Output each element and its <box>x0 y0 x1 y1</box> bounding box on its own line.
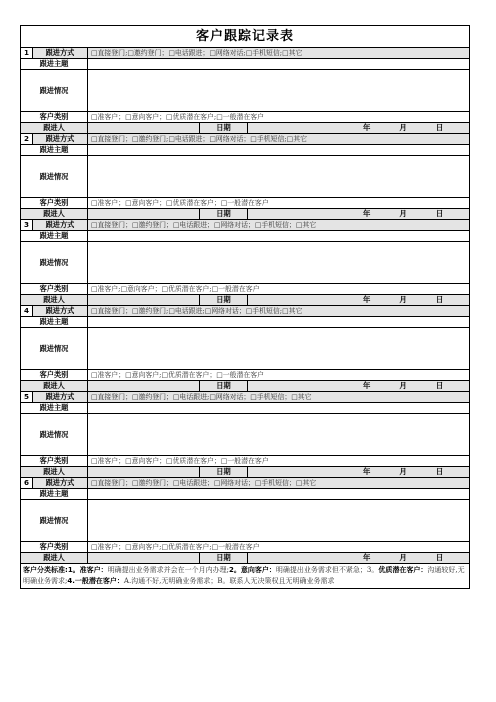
record-number: 4 <box>21 306 33 317</box>
category-label: 客户类别 <box>21 542 88 553</box>
date-field[interactable] <box>248 209 470 220</box>
topic-row <box>21 59 470 70</box>
person-field[interactable] <box>88 467 200 478</box>
term-general-potential: 4.一般潜在客户： <box>67 577 124 585</box>
topic-label: 跟进主题 <box>21 317 88 328</box>
method-label: 跟进方式 <box>33 478 88 489</box>
month-label: 月 <box>399 381 407 391</box>
date-field[interactable] <box>248 467 470 478</box>
category-options[interactable]: □准客户；□意向客户;□优质潜在客户；□一般潜在客户 <box>88 370 470 381</box>
method-row <box>21 392 470 403</box>
day-label: 日 <box>435 381 444 391</box>
situation-row <box>21 500 470 542</box>
desc-intent: 明确提出业务需求但不紧急；3。 <box>275 566 379 574</box>
topic-field[interactable] <box>88 231 470 242</box>
category-label: 客户类别 <box>21 198 88 209</box>
record-number: 3 <box>21 220 33 231</box>
category-row <box>21 284 470 295</box>
method-options[interactable]: □直接登门；□邀约登门;□电话跟进；□网络对话；□手机短信;□其它 <box>88 134 470 145</box>
method-row <box>21 220 470 231</box>
date-label: 日期 <box>200 123 248 134</box>
person-date-row <box>21 381 470 392</box>
topic-label: 跟进主题 <box>21 59 88 70</box>
date-label: 日期 <box>200 295 248 306</box>
situation-field[interactable] <box>88 500 470 542</box>
desc-prospect: 明确提出业务需求并会在一个月内办理; <box>107 566 230 574</box>
method-options[interactable]: □直接登门;□邀约登门；□电话跟进；□网络对话;□手机短信;□其它 <box>88 48 470 59</box>
topic-field[interactable] <box>88 489 470 500</box>
person-field[interactable] <box>88 123 200 134</box>
topic-label: 跟进主题 <box>21 489 88 500</box>
category-row <box>21 370 470 381</box>
day-label: 日 <box>435 553 444 563</box>
topic-field[interactable] <box>88 317 470 328</box>
year-label: 年 <box>363 295 371 305</box>
topic-row <box>21 145 470 156</box>
method-row <box>21 134 470 145</box>
category-label: 客户类别 <box>21 456 88 467</box>
title-row <box>21 26 470 48</box>
person-date-row <box>21 209 470 220</box>
person-field[interactable] <box>88 209 200 220</box>
category-row <box>21 198 470 209</box>
situation-field[interactable] <box>88 414 470 456</box>
situation-label: 跟进情况 <box>21 500 88 542</box>
page-title: 客户跟踪记录表 <box>21 26 470 48</box>
person-date-row <box>21 295 470 306</box>
method-options[interactable]: □直接登门；□邀约登门；□电话跟进;□网络对话；□手机短信；□其它 <box>88 392 470 403</box>
method-options[interactable]: □直接登门；□邀约登门;□电话跟进;□网络对话；□手机短信;□其它 <box>88 306 470 317</box>
desc-general-potential: A.沟通不好,无明确业务需求；B。联系人无决策权且无明确业务需求 <box>123 577 335 585</box>
topic-field[interactable] <box>88 59 470 70</box>
situation-field[interactable] <box>88 328 470 370</box>
person-date-row <box>21 123 470 134</box>
tracking-table <box>20 25 470 589</box>
footer-lead: 客户分类标准: <box>23 566 68 574</box>
category-row <box>21 456 470 467</box>
person-date-row <box>21 467 470 478</box>
category-label: 客户类别 <box>21 284 88 295</box>
month-label: 月 <box>399 295 407 305</box>
month-label: 月 <box>399 209 407 219</box>
person-label: 跟进人 <box>21 209 88 220</box>
situation-label: 跟进情况 <box>21 156 88 198</box>
day-label: 日 <box>435 467 444 477</box>
month-label: 月 <box>399 553 407 563</box>
date-label: 日期 <box>200 381 248 392</box>
date-field[interactable] <box>248 123 470 134</box>
person-label: 跟进人 <box>21 381 88 392</box>
category-label: 客户类别 <box>21 112 88 123</box>
topic-label: 跟进主题 <box>21 231 88 242</box>
term-prospect: 1。准客户： <box>67 566 108 574</box>
method-label: 跟进方式 <box>33 392 88 403</box>
situation-label: 跟进情况 <box>21 242 88 284</box>
year-label: 年 <box>363 123 371 133</box>
person-label: 跟进人 <box>21 295 88 306</box>
record-number: 6 <box>21 478 33 489</box>
method-options[interactable]: □直接登门；□邀约登门；□电话跟进；□网络对话；□手机短信；□其它 <box>88 220 470 231</box>
category-options[interactable]: □准客户;□意向客户；□优质潜在客户;□一般潜在客户 <box>88 284 470 295</box>
day-label: 日 <box>435 209 444 219</box>
date-label: 日期 <box>200 553 248 564</box>
category-options[interactable]: □准客户；□意向客户；□优质潜在客户；□一般潜在客户 <box>88 198 470 209</box>
topic-field[interactable] <box>88 145 470 156</box>
method-options[interactable]: □直接登门；□邀约登门；□电话跟进；□网络对话；□手机短信；□其它 <box>88 478 470 489</box>
date-label: 日期 <box>200 467 248 478</box>
month-label: 月 <box>399 467 407 477</box>
person-label: 跟进人 <box>21 467 88 478</box>
topic-row <box>21 231 470 242</box>
year-label: 年 <box>363 381 371 391</box>
category-row <box>21 112 470 123</box>
term-intent: 2。意向客户： <box>229 566 276 574</box>
situation-label: 跟进情况 <box>21 414 88 456</box>
footer-row <box>21 564 470 589</box>
day-label: 日 <box>435 123 444 133</box>
category-options[interactable]: □准客户；□意向客户；□优质潜在客户;□一般潜在客户 <box>88 112 470 123</box>
situation-row <box>21 414 470 456</box>
method-row <box>21 48 470 59</box>
method-row <box>21 478 470 489</box>
topic-row <box>21 489 470 500</box>
desc-quality-potential: 沟通较好,无明确业务需求; <box>23 566 465 585</box>
date-field[interactable] <box>248 553 470 564</box>
day-label: 日 <box>435 295 444 305</box>
topic-label: 跟进主题 <box>21 403 88 414</box>
situation-label: 跟进情况 <box>21 328 88 370</box>
method-label: 跟进方式 <box>33 306 88 317</box>
method-label: 跟进方式 <box>33 48 88 59</box>
classification-standard <box>21 564 470 589</box>
year-label: 年 <box>363 467 371 477</box>
situation-field[interactable] <box>88 242 470 284</box>
year-label: 年 <box>363 553 371 563</box>
method-label: 跟进方式 <box>33 134 88 145</box>
record-number: 5 <box>21 392 33 403</box>
month-label: 月 <box>399 123 407 133</box>
term-quality-potential: 优质潜在客户： <box>378 566 428 574</box>
topic-row <box>21 317 470 328</box>
person-field[interactable] <box>88 295 200 306</box>
category-options[interactable]: □准客户；□意向客户;□优质潜在客户;□一般潜在客户 <box>88 542 470 553</box>
situation-field[interactable] <box>88 70 470 112</box>
topic-row <box>21 403 470 414</box>
situation-field[interactable] <box>88 156 470 198</box>
category-label: 客户类别 <box>21 370 88 381</box>
category-options[interactable]: □准客户；□意向客户；□优质潜在客户；□一般潜在客户 <box>88 456 470 467</box>
date-label: 日期 <box>200 209 248 220</box>
person-field[interactable] <box>88 381 200 392</box>
situation-row <box>21 328 470 370</box>
situation-row <box>21 156 470 198</box>
date-field[interactable] <box>248 381 470 392</box>
year-label: 年 <box>363 209 371 219</box>
situation-row <box>21 70 470 112</box>
person-field[interactable] <box>88 553 200 564</box>
method-label: 跟进方式 <box>33 220 88 231</box>
person-label: 跟进人 <box>21 123 88 134</box>
method-row <box>21 306 470 317</box>
category-row <box>21 542 470 553</box>
situation-label: 跟进情况 <box>21 70 88 112</box>
date-field[interactable] <box>248 295 470 306</box>
person-date-row <box>21 553 470 564</box>
record-number: 1 <box>21 48 33 59</box>
situation-row <box>21 242 470 284</box>
tracking-form <box>20 25 469 589</box>
topic-label: 跟进主题 <box>21 145 88 156</box>
record-number: 2 <box>21 134 33 145</box>
person-label: 跟进人 <box>21 553 88 564</box>
topic-field[interactable] <box>88 403 470 414</box>
